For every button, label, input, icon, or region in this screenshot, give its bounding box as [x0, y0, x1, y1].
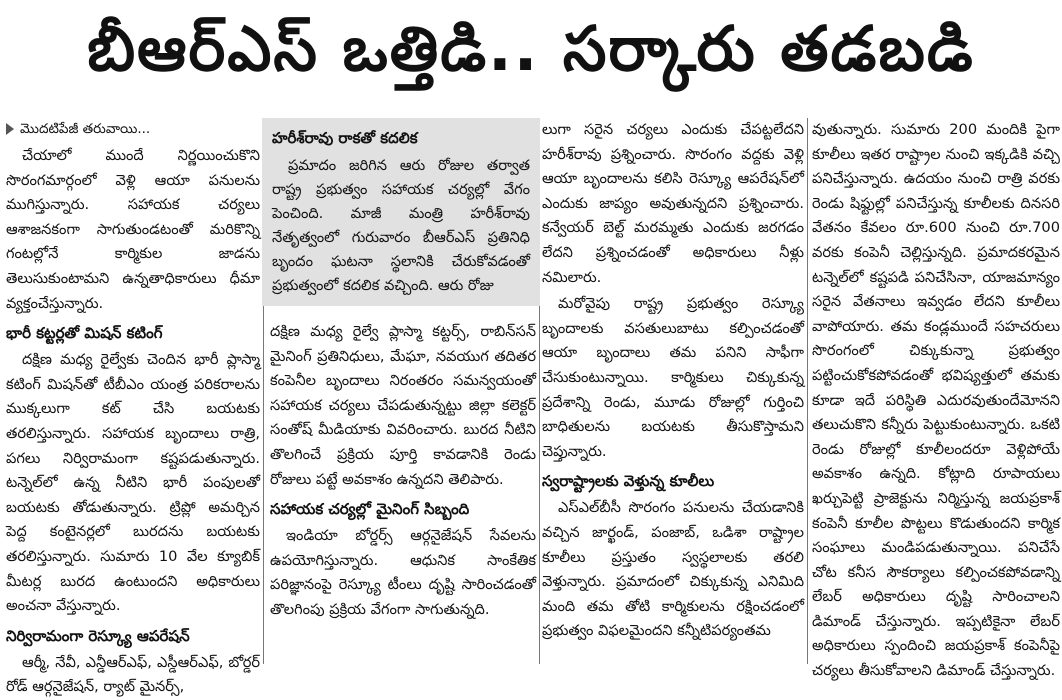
paragraph: దక్షిణ మధ్య రైల్వే ప్లాస్మా కట్టర్స్‌, రాబిన్‌సన్‌ మైనింగ్‌ ప్రతినిధులు, మేఘా, నవయుగ తదితర కంపెనీల బృందాలు నిరంతరం సమన్వయంతో సహాయక చర్యలు చేపడుతున్నట్టు జిల్లా కలెక్టర్‌ సంతోష్‌ మీడియాకు వివరించారు. బురద నీటిని తొలగించే ప్రక్రియ పూర్తి కావడానికి రెండు రోజులు పట్టే అవకాశం ఉన్నదని తెలిపారు.: [270, 323, 536, 488]
paragraph: వుతున్నారు. సుమారు 200 మందికి పైగా కూలీలు ఇతర రాష్ట్రాల నుంచి ఇక్కడికి వచ్చి పనిచేస్తున్నారు. ఉదయం నుంచి రాత్రి వరకు రెండు షిఫ్టుల్లో పనిచేస్తున్న కూలీలకు దినసరి వేతనం కేవలం రూ.600 నుంచి రూ.700 వరకు కంపెనీ చెల్లిస్తున్నది. ప్రమాదకరమైన టన్నెల్‌లో కష్టపడి పనిచేసినా, యాజమాన్యం సరైన వేతనాలు ఇవ్వడం లేదని కూలీలు వాపోయారు. తమ కండ్లముందే సహచరులు సొరంగంలో చిక్కుకున్నా ప్రభుత్వం పట్టించుకోకపోవడంతో భవిష్యత్తులో తమకు కూడా ఇదే పరిస్థితి ఎదురవుతుందేమోనని తలుచుకొని కన్నీరు పెట్టుకుంటున్నారు. ఒకటి రెండు రోజుల్లో కూలీలందరూ వెళ్లిపోయే అవకాశం ఉన్నది. కోట్లాది రూపాయలు ఖర్చుపెట్టి ప్రాజెక్టును నిర్మిస్తున్న జయప్రకాశ్‌ కంపెనీ కూలీల పొట్టలు కొడుతుందని కార్మిక సంఘాలు మండిపడుతున్నాయి. పనిచేసే చోట కనీస సౌకర్యాలు కల్పించకపోవడాన్ని లేబర్‌ అధికారులు దృష్టి సారించాలని డిమాండ్‌ చేస్తున్నారు. ఇప్పటికైనా లేబర్‌ అధికారులు స్పందించి జయప్రకాశ్‌ కంపెనీపై చర్యలు తీసుకోవాలని డిమాండ్‌ చేస్తున్నారు.: [812, 121, 1060, 680]
paragraph: ఇండియా బోర్డర్స్‌ ఆర్గనైజేషన్‌ సేవలను ఉపయోగిస్తున్నారు. ఆధునిక సాంకేతిక పరిజ్ఞానంపై రెస్క్యూ టీంలు దృష్టి సారించడంతో తొలగింపు ప్రక్రియ వేగంగా సాగుతున్నది.: [270, 527, 536, 618]
subheading: నిర్విరామంగా రెస్క్యూ ఆపరేషన్‌: [6, 626, 190, 645]
column-2: [270, 118, 536, 664]
column-1: [6, 118, 260, 696]
column-3: [542, 118, 804, 664]
headline: బీఆర్‌ఎస్‌ ఒత్తిడి.. సర్కారు తడబడి: [87, 12, 975, 85]
column-4: [812, 118, 1060, 680]
paragraph: మరోవైపు రాష్ట్ర ప్రభుత్వం రెస్క్యూ బృందాలకు వసతులుబాటు కల్పించడంతో ఆయా బృందాలు తమ పనిని సాఫీగా చేసుకుంటున్నాయి. కార్మికులు చిక్కుకున్న ప్రదేశాన్ని రెండు, మూడు రోజుల్లో గుర్తించి బాధితులను బయటకు తీసుకొస్తామని చెప్తున్నారు.: [542, 295, 804, 460]
paragraph: దక్షిణ మధ్య రైల్వేకు చెందిన భారీ ప్లాస్మా కటింగ్‌ మిషన్‌తో టీబీఎం యంత్ర పరికరాలను ముక్కలుగా కట్‌ చేసి బయటకు తరలిస్తున్నారు. సహాయక బృందాలు రాత్రి, పగలు నిర్విరామంగా కష్టపడుతున్నారు. టన్నెల్‌లో ఉన్న నీటిని భారీ పంపులతో బయటకు తోడుతున్నారు. ట్రిప్లో అమర్చిన పెద్ద కంటైనర్లలో బురదను బయటకు తరలిస్తున్నారు. సుమారు 10 వేల క్యూబిక్‌ మీటర్ల బురద ఉంటుందని అధికారులు అంచనా వేస్తున్నారు.: [6, 351, 260, 615]
subheading: సహాయక చర్యల్లో మైనింగ్‌ సిబ్బంది: [270, 500, 470, 519]
column-divider: [807, 118, 808, 664]
paragraph: లుగా సరైన చర్యలు ఎందుకు చేపట్టలేదని హరీశ్‌రావు ప్రశ్నించారు. సొరంగం వద్దకు వెళ్లి ఆయా బృందాలను కలిసి రెస్క్యూ ఆపరేషన్‌లో ఎందుకు జాప్యం అవుతున్నదని ప్రశ్నించారు. కన్వేయర్‌ బెల్ట్‌ మరమ్మతు ఎందుకు జరగడం లేదని ప్రశ్నించడంతో అధికారులు నీళ్లు నమిలారు.: [542, 121, 804, 286]
continuation-label: మొదటిపేజీ తరువాయి...: [20, 121, 151, 137]
box-paragraph: ప్రమాదం జరిగిన ఆరు రోజుల తర్వాత రాష్ట్ర ప్రభుత్వం సహాయక చర్యల్లో వేగం పెంచింది. మాజీ మంత్రి హరీశ్‌రావు నేతృత్వంలో గురువారం బీఆర్‌ఎస్‌ ప్రతినిధి బృందం ఘటనా స్థలానికి చేరుకోవడంతో ప్రభుత్వంలో కదలిక వచ్చింది. ఆరు రోజు: [272, 157, 530, 294]
subheading: స్వరాష్ట్రాలకు వెళ్తున్న కూలీలు: [542, 472, 715, 491]
highlight-box: [262, 118, 540, 306]
paragraph: ఎస్‌ఎల్‌బీసీ సొరంగం పనులను చేయడానికి వచ్చిన జార్ఖండ్‌, పంజాబ్‌, ఒడిశా రాష్ట్రాల కూలీలు ప్రస్తుతం స్వస్థలాలకు తరలి వెళ్తున్నారు. ప్రమాదంలో చిక్కుకున్న ఎనిమిది మంది తమ తోటి కార్మికులను రక్షించడంలో ప్రభుత్వం విఫలమైందని కన్నీటిపర్యంతమ: [542, 499, 804, 640]
paragraph: చేయాలో ముందే నిర్ణయించుకొని సొరంగమార్గంలో వెళ్లి ఆయా పనులను ముగిస్తున్నారు. సహాయక చర్యలు ఆశాజనకంగా సాగుతుండటంతో మరికొన్ని గంటల్లోనే కార్మికుల జాడను తెలుసుకుంటామని ఉన్నతాధికారులు ధీమా వ్యక్తంచేస్తున్నారు.: [6, 147, 260, 312]
arrow-right-icon: [6, 123, 14, 135]
box-title: హరీశ్‌రావు రాకతో కదలిక: [272, 129, 418, 147]
paragraph: ఆర్మీ, నేవీ, ఎన్డీఆర్‌ఎఫ్‌, ఎస్డీఆర్‌ఎఫ్‌, బోర్డర్‌ రోడ్‌ ఆర్గనైజేషన్‌, ర్యాట్‌ మైనర్స్‌,: [6, 653, 260, 696]
continuation-marker: [6, 118, 260, 140]
subheading: భారీ కట్టర్లతో మిషన్‌ కటింగ్‌: [6, 324, 163, 343]
